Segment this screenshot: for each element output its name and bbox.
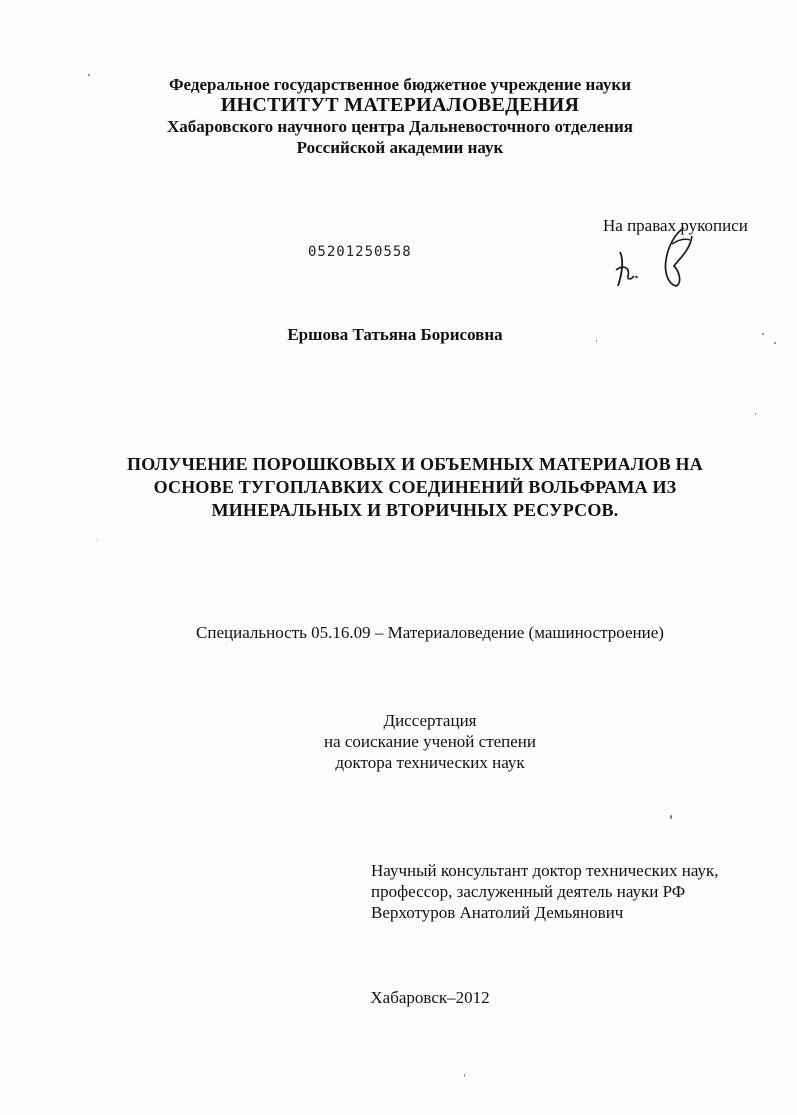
institution-line-3: Хабаровского научного центра Дальневосточного отделения <box>167 117 633 136</box>
scan-speck <box>464 1074 465 1077</box>
consultant-line-3: Верхотуров Анатолий Демьянович <box>371 903 624 922</box>
handwritten-signature <box>606 226 696 292</box>
title-line-2: ОСНОВЕ ТУГОПЛАВКИХ СОЕДИНЕНИЙ ВОЛЬФРАМА ИЗ <box>153 477 677 497</box>
institution-name: ИНСТИТУТ МАТЕРИАЛОВЕДЕНИЯ <box>220 94 580 116</box>
scan-speck <box>755 413 756 415</box>
city-year: Хабаровск–2012 <box>370 988 490 1007</box>
institution-header <box>30 74 770 158</box>
scan-speck <box>596 340 597 342</box>
consultant-line-2: профессор, заслуженный деятель науки РФ <box>371 882 686 901</box>
institution-line-1: Федеральное государственное бюджетное учреждение науки <box>168 75 632 94</box>
title-line-3: МИНЕРАЛЬНЫХ И ВТОРИЧНЫХ РЕСУРСОВ. <box>211 500 619 520</box>
specialty: Специальность 05.16.09 – Материаловедение (машиностроение) <box>196 623 664 642</box>
scan-speck <box>670 815 672 819</box>
degree-line-2: на соискание ученой степени <box>323 732 537 751</box>
degree-line-1: Диссертация <box>383 711 477 730</box>
institution-line-4: Российской академии наук <box>296 138 504 157</box>
dissertation-title <box>35 453 795 522</box>
author-name: Ершова Татьяна Борисовна <box>287 325 503 344</box>
scan-speck <box>88 74 90 76</box>
manuscript-rights: На правах рукописи <box>603 216 748 235</box>
consultant-line-1: Научный консультант доктор технических наук, <box>371 861 719 880</box>
scan-speck <box>97 540 98 541</box>
title-line-1: ПОЛУЧЕНИЕ ПОРОШКОВЫХ И ОБЪЕМНЫХ МАТЕРИАЛОВ НА <box>127 454 703 474</box>
document-number: 05201250558 <box>308 244 412 260</box>
degree-line-3: доктора технических наук <box>335 753 525 772</box>
scan-speck <box>774 342 776 344</box>
degree-statement <box>35 710 797 773</box>
scan-speck <box>762 333 764 335</box>
scientific-consultant <box>371 860 719 923</box>
